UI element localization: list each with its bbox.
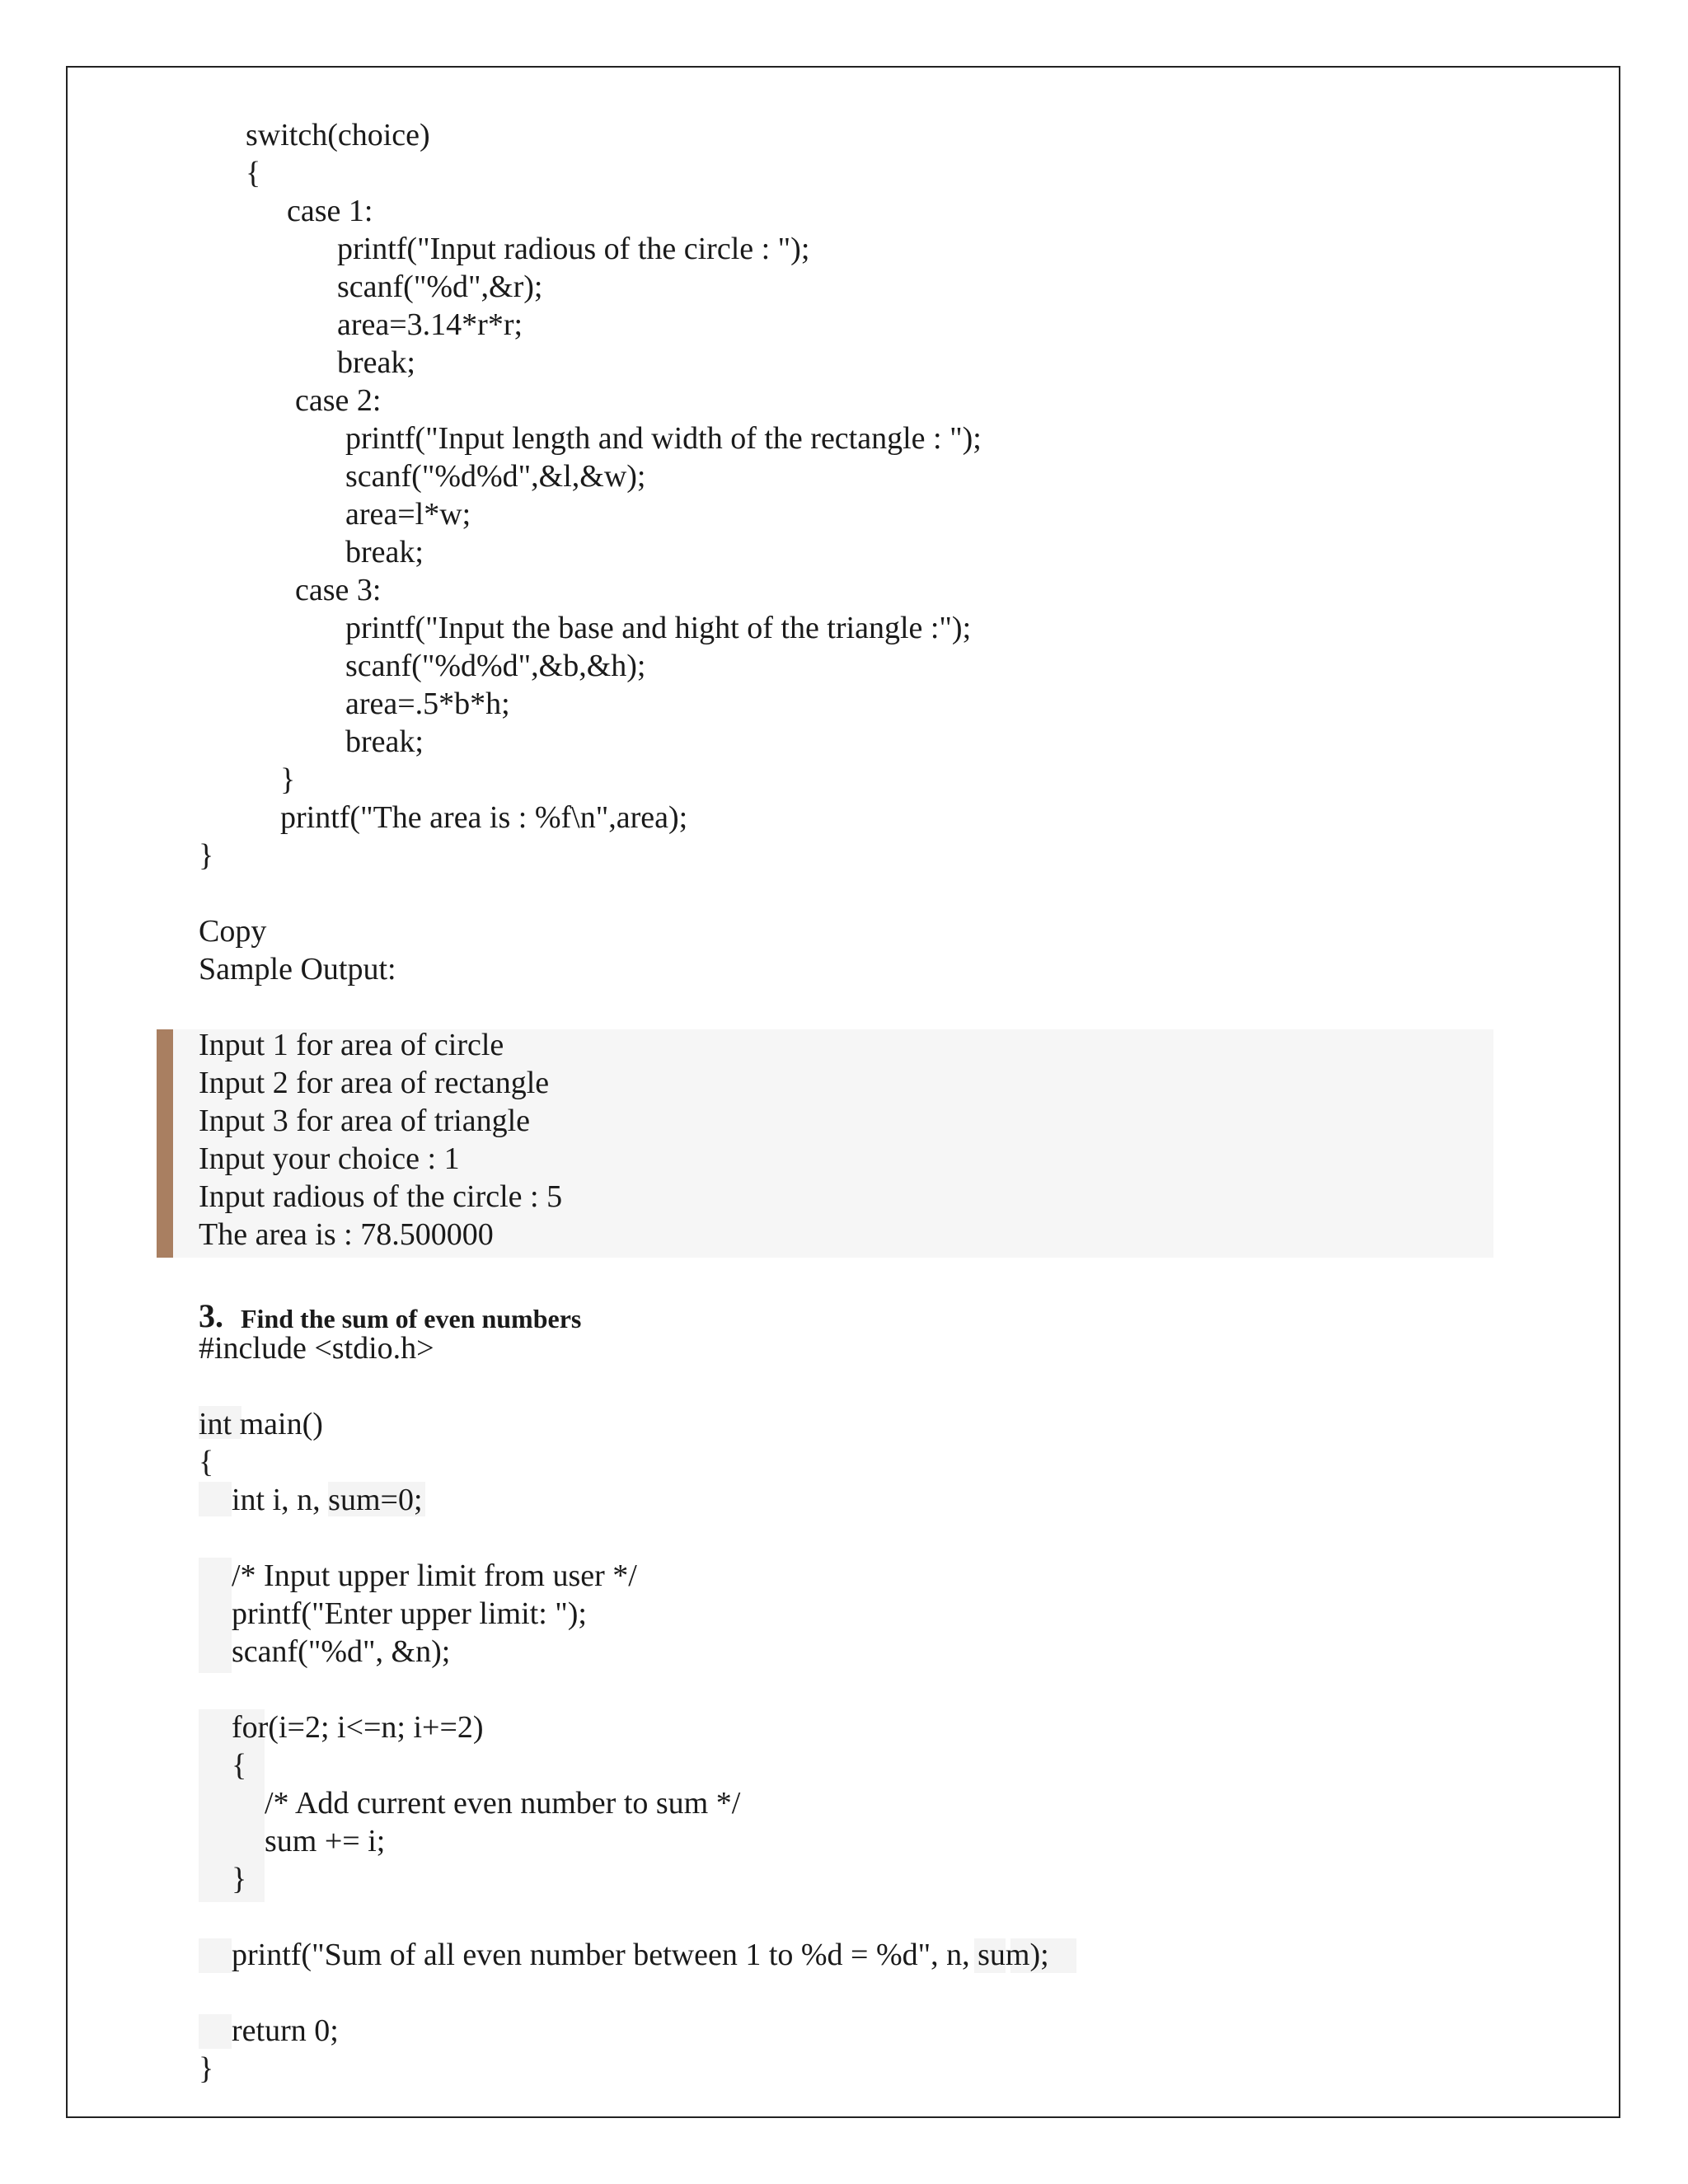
code-line: printf("The area is : %f\n",area);: [280, 800, 688, 835]
code-line: printf("Input radious of the circle : ");: [337, 232, 810, 266]
code-line: return 0;: [232, 2013, 339, 2048]
copy-label[interactable]: Copy: [199, 914, 267, 949]
code-line: #include <stdio.h>: [199, 1331, 434, 1366]
code-line: area=3.14*r*r;: [337, 307, 523, 342]
code-line: printf("Input length and width of the rectangle : ");: [345, 421, 982, 456]
sample-output-label: Sample Output:: [199, 952, 396, 987]
code-line: }: [199, 838, 214, 873]
code-highlight: [199, 1938, 232, 1973]
code-line: case 2:: [295, 383, 382, 418]
code-line: printf("Enter upper limit: ");: [232, 1596, 587, 1631]
code-line: break;: [345, 724, 424, 759]
code-line: case 1:: [287, 194, 373, 228]
code-line: switch(choice): [246, 118, 430, 152]
code-line: break;: [345, 535, 424, 569]
section-number: 3.: [199, 1297, 223, 1334]
code-line: {: [246, 156, 261, 190]
code-line: area=l*w;: [345, 497, 471, 532]
code-line: }: [199, 2051, 214, 2086]
section-title: Find the sum of even numbers: [241, 1304, 582, 1333]
code-line: {: [232, 1748, 247, 1783]
code-line: sum += i;: [265, 1824, 386, 1858]
code-line: scanf("%d%d",&b,&h);: [345, 649, 646, 683]
code-line: int i, n, sum=0;: [232, 1483, 423, 1517]
output-line: Input 3 for area of triangle: [199, 1104, 530, 1138]
code-highlight: [199, 2014, 232, 2049]
code-line: int main(): [199, 1407, 323, 1441]
code-line: scanf("%d%d",&l,&w);: [345, 459, 646, 494]
code-line: case 3:: [295, 573, 382, 607]
code-line: printf("Sum of all even number between 1 to %d = %d", n, sum);: [232, 1938, 1049, 1972]
code-line: area=.5*b*h;: [345, 687, 510, 721]
code-line: }: [232, 1862, 247, 1896]
code-line: }: [280, 762, 296, 797]
output-line: Input 1 for area of circle: [199, 1028, 504, 1062]
output-line: Input radious of the circle : 5: [199, 1179, 563, 1214]
code-highlight: [199, 1558, 232, 1673]
sample-output-accent-bar: [157, 1029, 173, 1258]
output-line: Input 2 for area of rectangle: [199, 1066, 550, 1100]
code-line: /* Add current even number to sum */: [265, 1786, 741, 1821]
code-line: scanf("%d", &n);: [232, 1634, 451, 1669]
code-line: {: [199, 1445, 214, 1479]
code-line: /* Input upper limit from user */: [232, 1558, 637, 1593]
code-line: for(i=2; i<=n; i+=2): [232, 1710, 484, 1745]
output-line: Input your choice : 1: [199, 1141, 460, 1176]
code-line: break;: [337, 345, 415, 380]
code-line: printf("Input the base and hight of the triangle :");: [345, 611, 972, 645]
code-line: scanf("%d",&r);: [337, 269, 543, 304]
code-highlight: [199, 1709, 232, 1902]
output-line: The area is : 78.500000: [199, 1217, 494, 1252]
code-highlight: [199, 1482, 232, 1516]
